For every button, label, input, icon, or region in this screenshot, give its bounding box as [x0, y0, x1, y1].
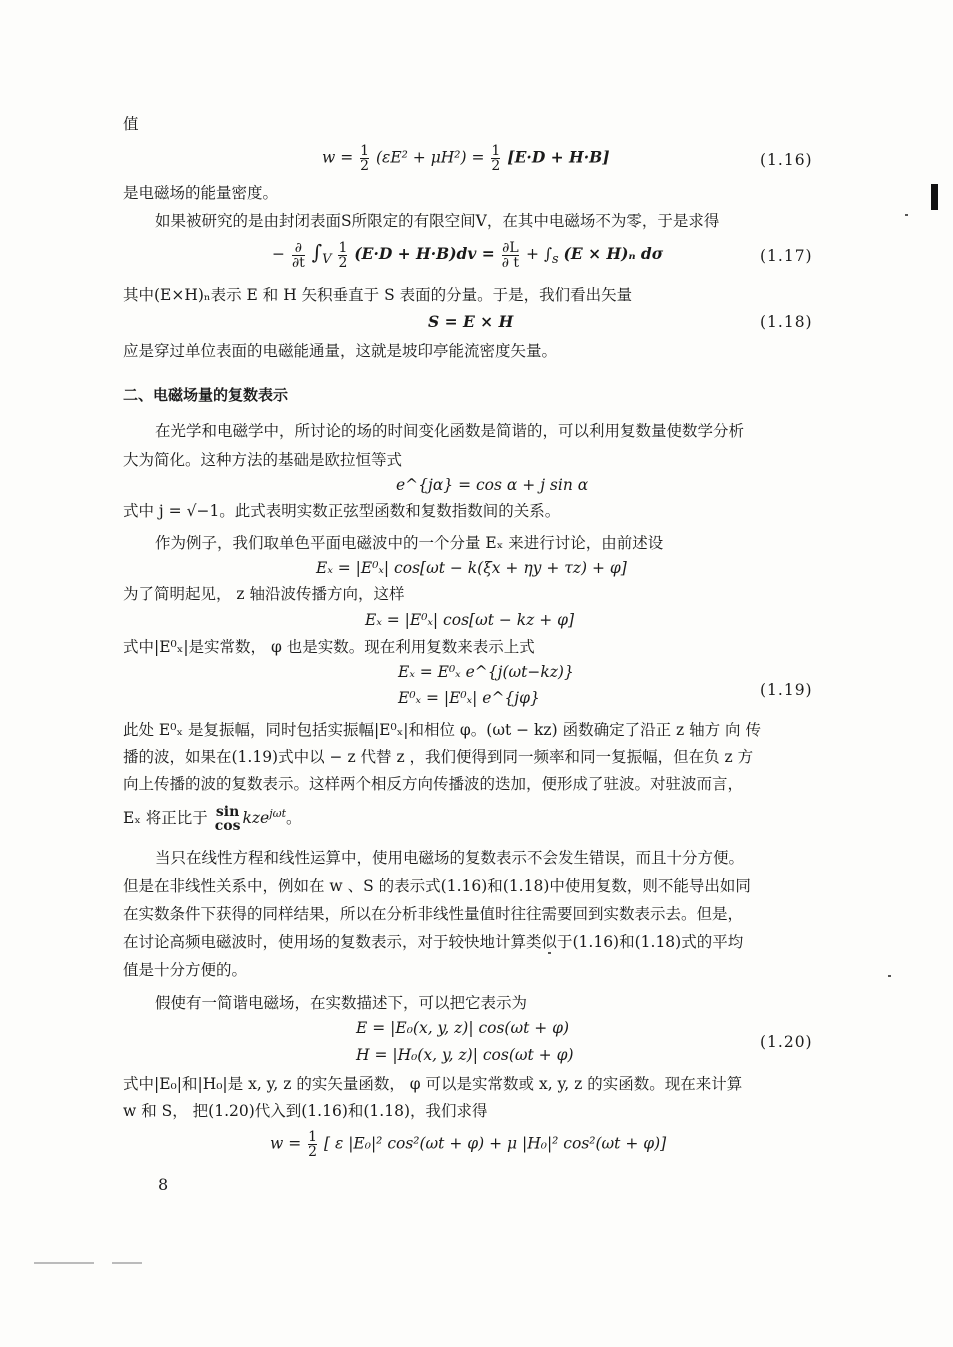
text-line-standing-wave: Eₓ 将正比于 sin cos kze$^{j\omega t}$。 [123, 804, 302, 835]
eq-part: [E·D + H·B] [507, 147, 610, 167]
text-line: w 和 S， 把(1.20)代入到(1.16)和(1.18)，我们求得 [123, 1102, 488, 1120]
numerator: ∂ [292, 241, 305, 256]
equation-w [270, 1130, 666, 1159]
text-line: 当只在线性方程和线性运算中，使用电磁场的复数表示不会发生错误，而且十分方便。 [155, 849, 745, 867]
numerator: 1 [308, 1129, 318, 1145]
fraction [292, 241, 305, 270]
integral-sign: + ∫ [525, 245, 552, 263]
text-line: 应是穿过单位表面的电磁能通量，这就是坡印亭能流密度矢量。 [123, 342, 558, 360]
equation-1-20-a: E = |E₀(x, y, z)| cos(ωt + φ) [356, 1019, 570, 1037]
text-line: 在光学和电磁学中，所讨论的场的时间变化函数是简谐的，可以利用复数量使数学分析 [155, 422, 745, 440]
equation-1-20-b: H = |H₀(x, y, z)| cos(ωt + φ) [356, 1046, 574, 1064]
equation-number: (1.16) [760, 151, 813, 169]
equation-number: (1.17) [760, 247, 813, 265]
text-span: 。 [286, 809, 302, 828]
euler-identity: e^{jα} = cos α + j sin α [396, 476, 589, 494]
text-line: 值 [123, 115, 139, 133]
text-line: 式中|E⁰ₓ|是实常数， φ 也是实数。现在利用复数来表示上式 [123, 638, 535, 656]
text-line: 其中(E×H)ₙ表示 E 和 H 矢积垂直于 S 表面的分量。于是，我们看出矢量 [123, 286, 633, 304]
section-heading: 二、电磁场量的复数表示 [123, 386, 289, 404]
text-line: 大为简化。这种方法的基础是欧拉恒等式 [123, 451, 403, 469]
fraction [308, 1130, 317, 1159]
denominator: 2 [360, 158, 370, 174]
text-line: 在实数条件下获得的同样结果，所以在分析非线性量值时往往需要回到实数表示去。但是， [123, 905, 744, 923]
equation-number: (1.20) [760, 1033, 813, 1051]
text-line: 是电磁场的能量密度。 [123, 184, 279, 202]
equation-1-17 [272, 240, 663, 272]
speck [888, 975, 891, 977]
denominator: ∂ t [501, 254, 520, 271]
fraction [491, 144, 500, 173]
numerator: ∂L [502, 239, 519, 256]
integral-limit: s [551, 252, 559, 268]
text-line: 式中|E₀|和|H₀|是 x, y, z 的实矢量函数， φ 可以是实常数或 x, y, z 的实函数。现在来计算 [123, 1075, 743, 1093]
scan-edge [34, 1262, 94, 1264]
text-line: 值是十分方便的。 [123, 961, 248, 979]
denominator: 2 [491, 158, 501, 174]
equation-1-19-b: E⁰ₓ = |E⁰ₓ| e^{jφ} [398, 689, 540, 707]
text-line: 向上传播的波的复数表示。这样两个相反方向传播波的迭加，便形成了驻波。对驻波而言， [123, 775, 744, 793]
equation-1-16 [322, 144, 610, 173]
equation-number: (1.18) [760, 313, 813, 331]
fraction [502, 241, 519, 270]
text-line: 假使有一简谐电磁场，在实数描述下，可以把它表示为 [155, 994, 528, 1012]
scan-edge [112, 1262, 142, 1264]
speck [905, 214, 908, 216]
text-line: 播的波，如果在(1.19)式中以 − z 代替 z ，我们便得到同一频率和同一复振幅，但在负 z 方 [123, 748, 754, 766]
eq-part: (E·D + H·B)dv = [354, 244, 495, 263]
numerator: 1 [338, 239, 348, 256]
eq-part: [ ε |E₀|² cos²(ωt + φ) + μ |H₀|² cos²(ωt + φ)] [323, 1134, 667, 1153]
equation-ex: Eₓ = |E⁰ₓ| cos[ωt − k(ξx + ηy + τz) + φ] [316, 559, 627, 577]
text-line: 但是在非线性关系中，例如在 w 、S 的表示式(1.16)和(1.18)中使用复数，则不能导出如同 [123, 877, 751, 895]
fraction [338, 241, 347, 270]
equation-1-19-a: Eₓ = E⁰ₓ e^{j(ωt−kz)} [398, 663, 574, 681]
integral-sign: ∫ [311, 240, 323, 264]
eq-part: w = [322, 148, 354, 167]
cos-label: cos [214, 818, 241, 835]
text-line: 为了简明起见， z 轴沿波传播方向，这样 [123, 585, 405, 603]
eq-part: w = [270, 1134, 302, 1153]
eq-part: (εE² + μH²) = [375, 148, 485, 167]
text-line: 式中 j = √−1。此式表明实数正弦型函数和复数指数间的关系。 [123, 502, 561, 520]
eq-part: (E × H)ₙ dσ [563, 244, 664, 263]
eq-part: − [272, 245, 285, 263]
text-line: 在讨论高频电磁波时，使用场的复数表示，对于较快地计算类似于(1.16)和(1.18)式的平均 [123, 933, 744, 951]
text-line: 作为例子，我们取单色平面电磁波中的一个分量 Eₓ 来进行讨论，由前述设 [155, 534, 664, 552]
denominator: 2 [308, 1144, 318, 1160]
equation-number: (1.19) [760, 681, 813, 699]
numerator: 1 [360, 143, 370, 159]
sin-cos-stack [215, 805, 241, 833]
denominator: ∂t [291, 254, 305, 271]
fraction [360, 144, 369, 173]
text-line: 此处 E⁰ₓ 是复振幅，同时包括实振幅|E⁰ₓ|和相位 φ。(ωt − kz) 函数确定了沿正 z 轴方 向 传 [123, 721, 761, 739]
equation-1-18: S = E × H [428, 312, 514, 331]
text-span: kze [242, 809, 270, 828]
text-span: Eₓ 将正比于 [123, 809, 208, 828]
page-number: 8 [158, 1175, 169, 1194]
numerator: 1 [491, 143, 501, 159]
text-line: 如果被研究的是由封闭表面S所限定的有限空间V，在其中电磁场不为零，于是求得 [155, 212, 720, 230]
equation-ex-z: Eₓ = |E⁰ₓ| cos[ωt − kz + φ] [365, 611, 575, 629]
denominator: 2 [338, 254, 348, 271]
margin-mark [931, 184, 938, 210]
sin-label: sin [215, 804, 240, 821]
integral-limit: V [322, 252, 332, 268]
